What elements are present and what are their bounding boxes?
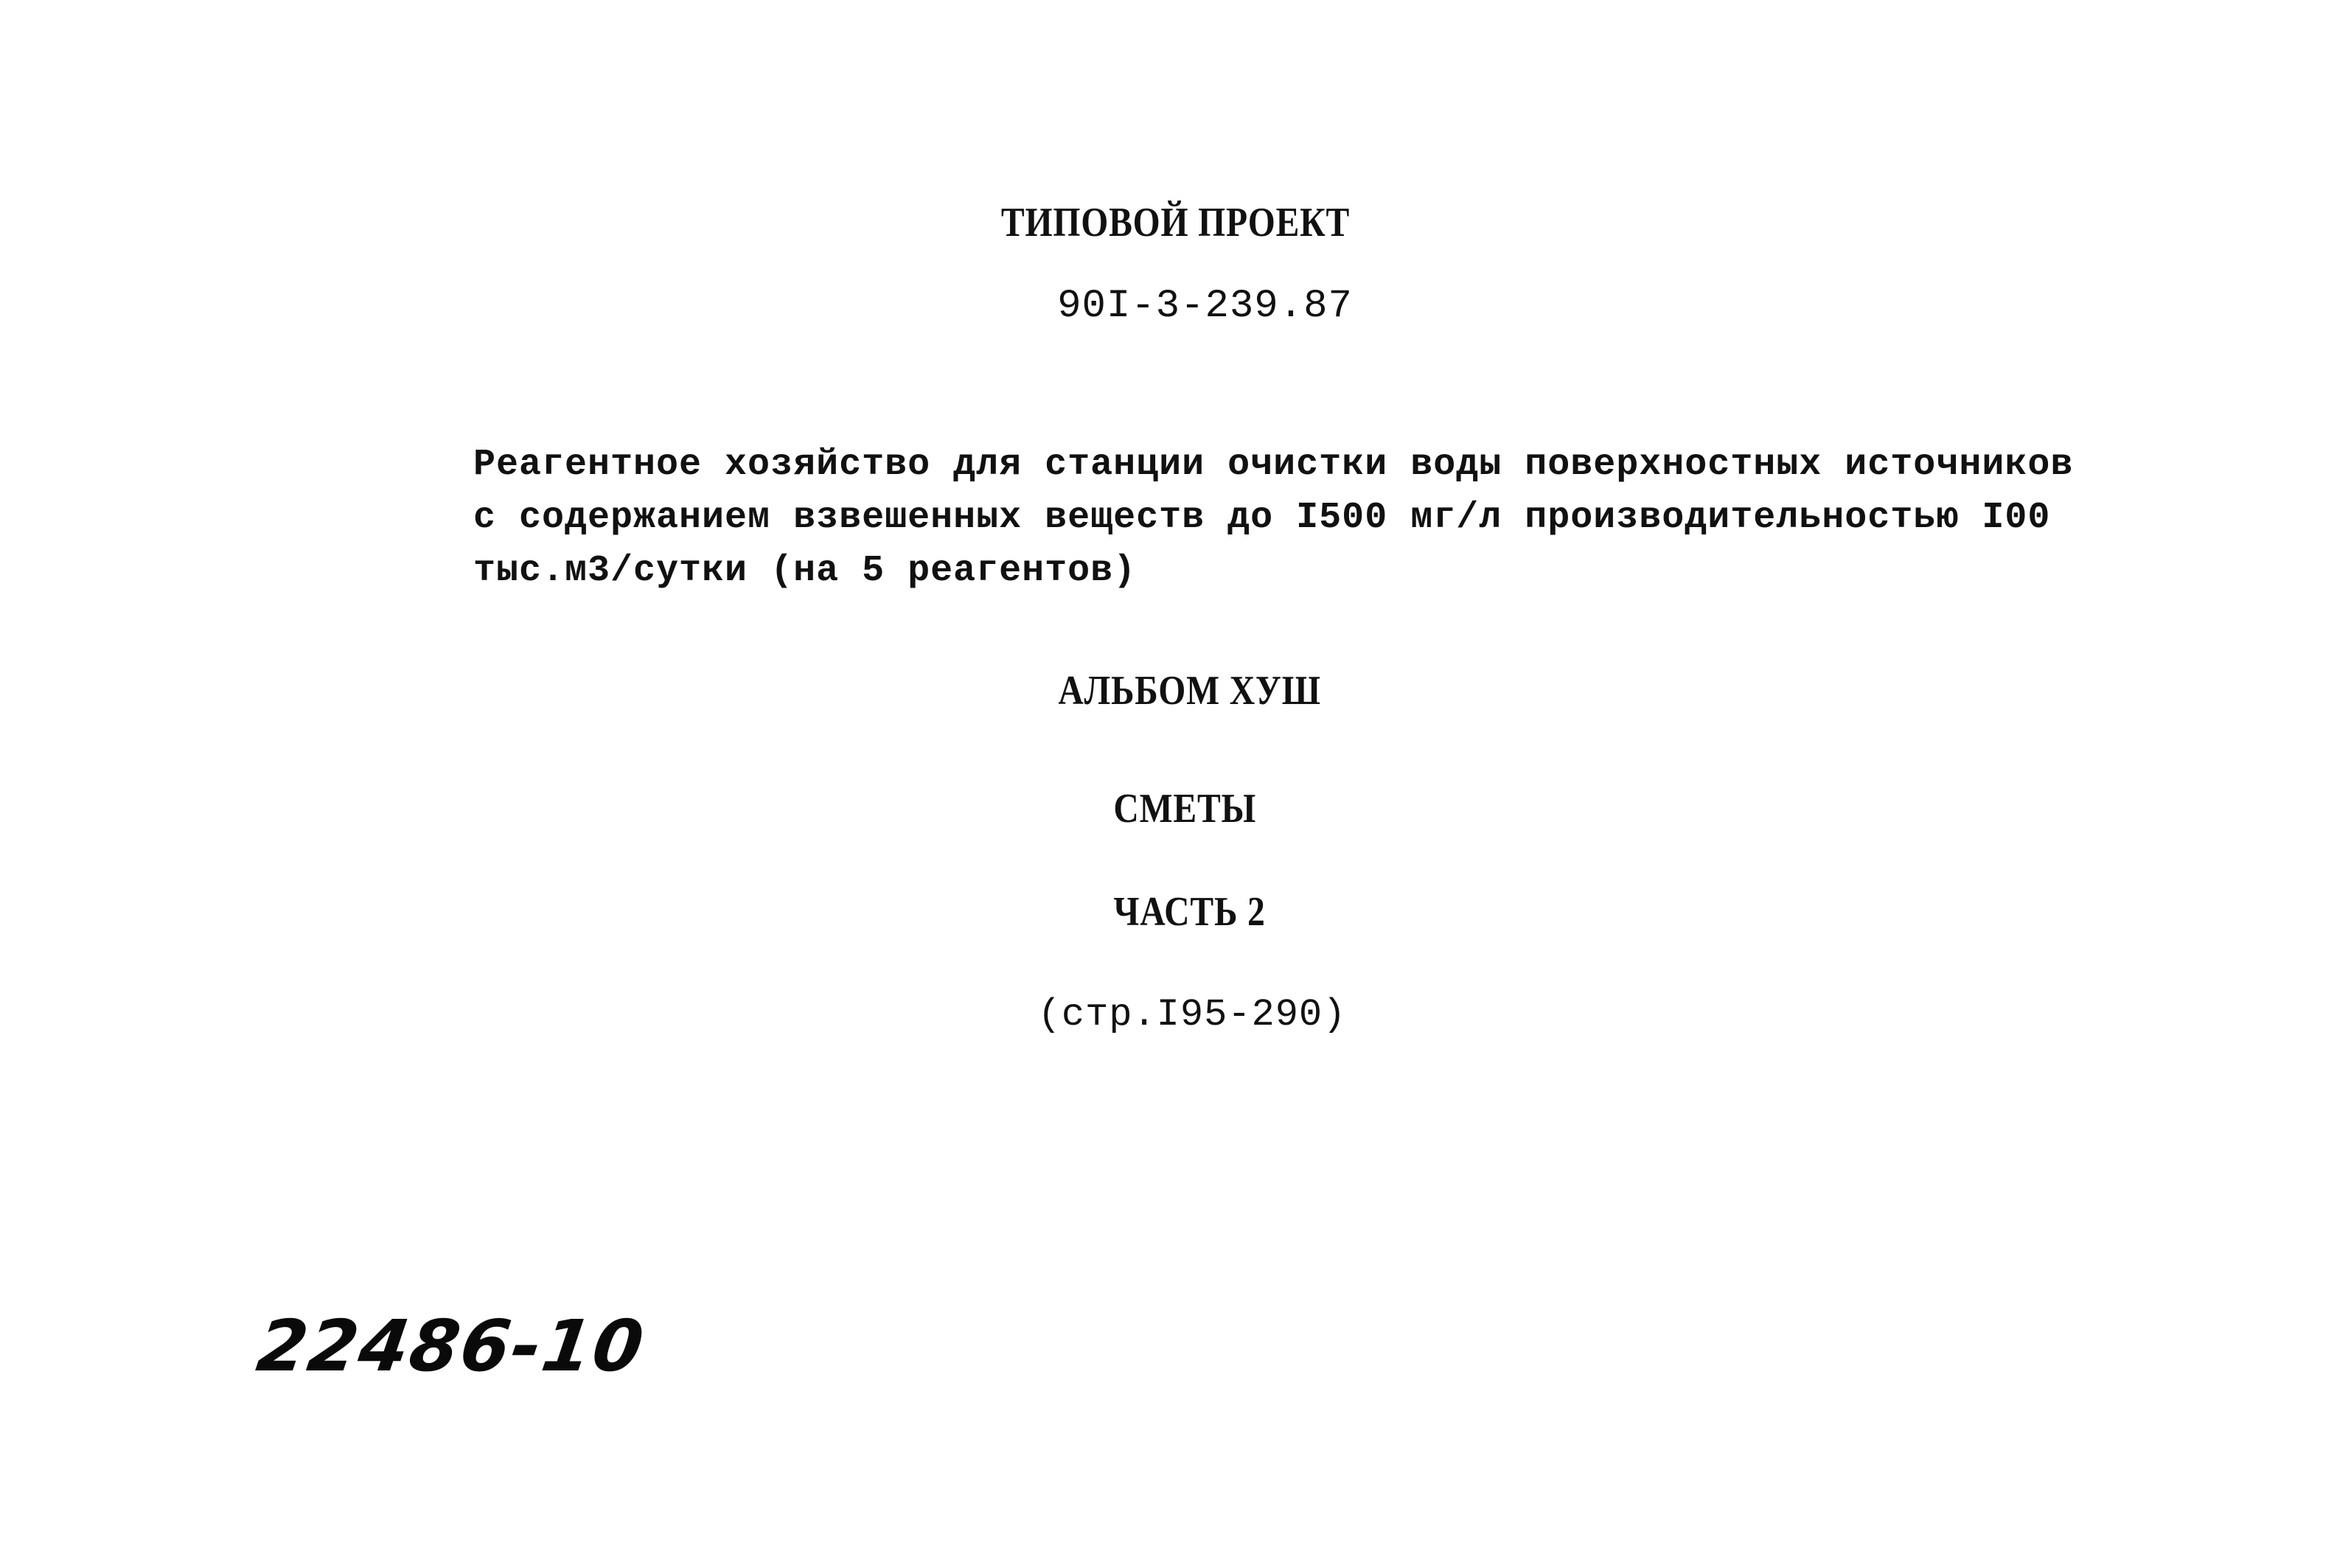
part-title: ЧАСТЬ 2 xyxy=(1113,889,1266,935)
page-range: (стр.I95-290) xyxy=(1037,993,1347,1036)
description-line-2: с содержанием взвешенных веществ до I500 мг/л производительностью I00 xyxy=(473,497,2051,539)
project-code: 90I-3-239.87 xyxy=(1057,284,1353,329)
description-line-1: Реагентное хозяйство для станции очистки воды поверхностных источников xyxy=(473,444,2074,486)
document-type-heading: ТИПОВОЙ ПРОЕКТ xyxy=(1000,200,1351,245)
description-line-3: тыс.м3/сутки (на 5 реагентов) xyxy=(473,550,1137,592)
album-title: АЛЬБОМ ХУШ xyxy=(1058,668,1321,714)
section-title: СМЕТЫ xyxy=(1113,786,1257,832)
handwritten-inventory-number: 22486-10 xyxy=(252,1305,650,1387)
